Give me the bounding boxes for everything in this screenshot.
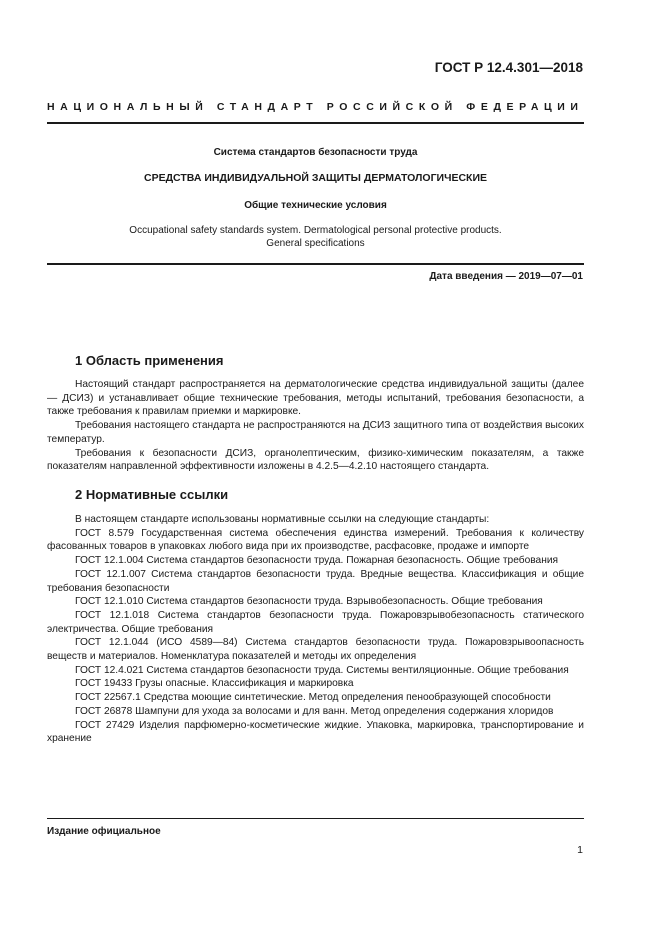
paragraph: Настоящий стандарт распространяется на дерматологические средства индивидуальной защиты (далее — ДСИЗ) и устанавливает общие технические требования, методы испытаний, требования безопасности, а также требования к правилам приемки и маркировке.: [47, 379, 584, 418]
reference-item: ГОСТ 26878 Шампуни для ухода за волосами и для ванн. Метод определения содержания хлоридов: [75, 705, 554, 717]
reference-item: ГОСТ 22567.1 Средства моющие синтетические. Метод определения пенообразующей способности: [75, 692, 551, 704]
paragraph: Требования настоящего стандарта не распространяются на ДСИЗ защитного типа от воздействия высоких температур.: [47, 420, 584, 445]
introduction-date: Дата введения — 2019—07—01: [429, 271, 583, 282]
english-title-line: Occupational safety standards system. Dermatological personal protective products.: [129, 225, 502, 236]
english-title: [47, 225, 584, 250]
reference-item: ГОСТ 12.1.010 Система стандартов безопасности труда. Взрывобезопасность. Общие требования: [75, 596, 543, 608]
paragraph: В настоящем стандарте использованы нормативные ссылки на следующие стандарты:: [75, 514, 490, 525]
reference-item: ГОСТ 12.1.018 Система стандартов безопасности труда. Пожаровзрывобезопасность статического электричества. Общие требования: [47, 609, 584, 635]
section-title-scope: 1 Область применения: [75, 353, 224, 368]
standards-system-title: Система стандартов безопасности труда: [213, 147, 418, 158]
page-number: 1: [577, 844, 583, 856]
reference-item: ГОСТ 12.1.004 Система стандартов безопасности труда. Пожарная безопасность. Общие требования: [75, 555, 559, 567]
reference-item: ГОСТ 12.1.044 (ИСО 4589—84) Система стандартов безопасности труда. Пожаровзрывоопасность веществ и материалов. Номенклатура показателей и методы их определения: [47, 637, 584, 663]
reference-item: ГОСТ 12.1.007 Система стандартов безопасности труда. Вредные вещества. Классификация и общие требования безопасности: [47, 568, 584, 594]
paragraph: Требования к безопасности ДСИЗ, органолептическим, физико-химическим показателям, а также показателям направленной эффективности изложены в 4.2.5—4.2.10 настоящего стандарта.: [47, 447, 584, 473]
reference-item: ГОСТ 8.579 Государственная система обеспечения единства измерений. Требования к количеству фасованных товаров в упаковках любого вида при их производстве, расфасовке, продаже и импорте: [47, 527, 584, 553]
official-edition-label: Издание официальное: [47, 826, 161, 837]
document-subtitle: Общие технические условия: [244, 200, 387, 211]
title-divider: [47, 263, 584, 265]
header-divider: [47, 122, 584, 124]
english-title-line: General specifications: [266, 237, 365, 249]
reference-item: ГОСТ 27429 Изделия парфюмерно-косметические жидкие. Упаковка, маркировка, транспортирование и хранение: [47, 719, 584, 745]
section-body-references: [47, 513, 584, 746]
reference-item: ГОСТ 12.4.021 Система стандартов безопасности труда. Системы вентиляционные. Общие требования: [75, 664, 569, 676]
footer-divider: [47, 818, 584, 819]
reference-item: ГОСТ 19433 Грузы опасные. Классификация и маркировка: [75, 678, 354, 690]
section-body-scope: [47, 378, 584, 474]
national-standard-heading: НАЦИОНАЛЬНЫЙ СТАНДАРТ РОССИЙСКОЙ ФЕДЕРАЦИИ: [47, 101, 584, 113]
document-title: СРЕДСТВА ИНДИВИДУАЛЬНОЙ ЗАЩИТЫ ДЕРМАТОЛОГИЧЕСКИЕ: [143, 172, 488, 184]
section-title-references: 2 Нормативные ссылки: [75, 487, 229, 502]
document-code: ГОСТ Р 12.4.301—2018: [434, 60, 583, 75]
